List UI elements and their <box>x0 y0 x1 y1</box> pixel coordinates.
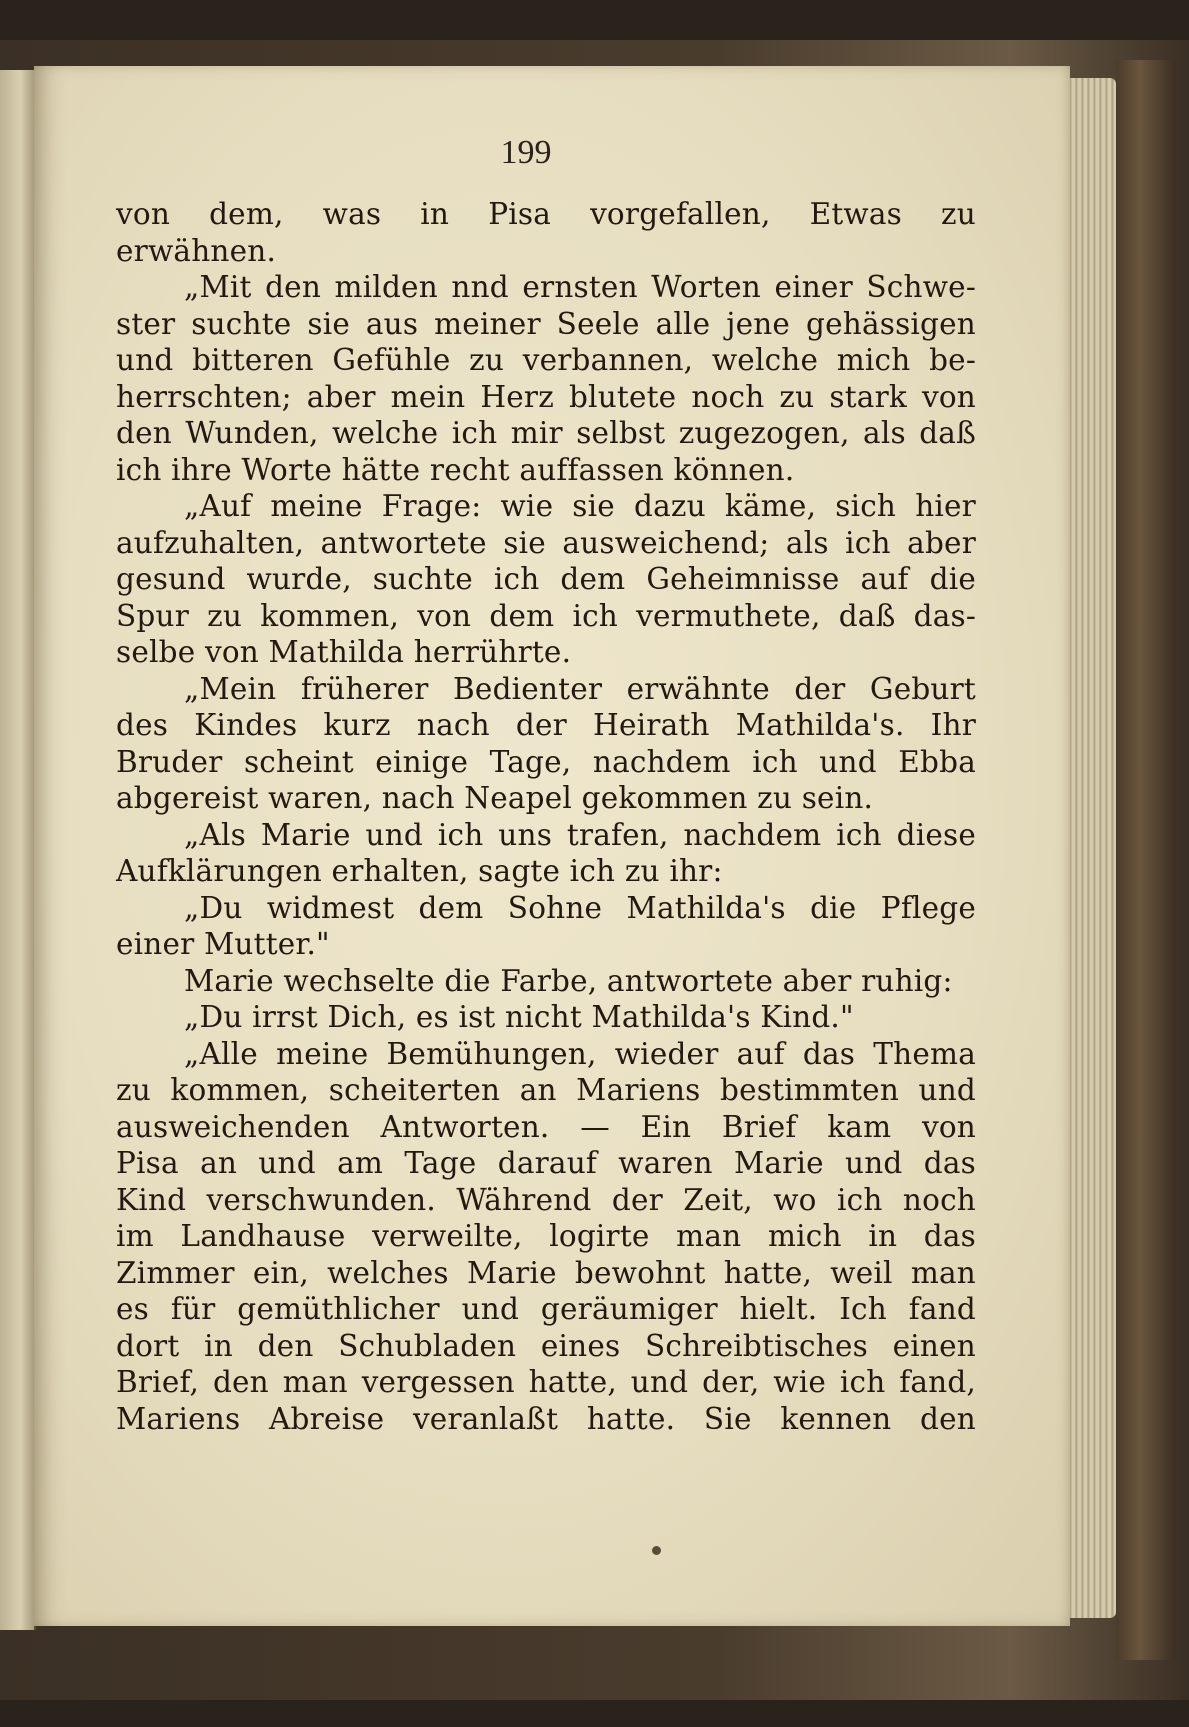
text-line: ster suchte sie aus meiner Seele alle jene gehässigen <box>116 306 976 341</box>
text-line: Bruder scheint einige Tage, nachdem ich und Ebba <box>116 744 976 779</box>
text-line: gesund wurde, suchte ich dem Geheimnisse auf die <box>116 562 976 596</box>
text-line: Marie wechselte die Farbe, antwortete aber ruhig: <box>184 963 953 998</box>
text-line: Mariens Abreise veranlaßt hatte. Sie kennen den <box>116 1401 976 1436</box>
text-line: abgereist waren, nach Neapel gekommen zu sein. <box>116 781 874 815</box>
text-line: aufzuhalten, antwortete sie ausweichend; als ich aber <box>116 525 976 560</box>
text-line: erwähnen. <box>116 233 277 268</box>
text-line: dort in den Schubladen eines Schreibtisches einen <box>116 1328 976 1363</box>
text-line: „Auf meine Frage: wie sie dazu käme, sich hier <box>184 489 976 523</box>
text-line: zu kommen, scheiterten an Mariens bestimmten und <box>116 1073 976 1107</box>
text-line: einer Mutter." <box>116 927 330 961</box>
text-line: Aufklärungen erhalten, sagte ich zu ihr: <box>116 854 723 888</box>
text-line: „Mein früherer Bedienter erwähnte der Geburt <box>184 671 976 706</box>
text-line: es für gemüthlicher und geräumiger hielt. Ich fand <box>116 1292 976 1326</box>
ink-dot <box>652 1546 661 1555</box>
book-page <box>34 66 1070 1626</box>
text-line: „Alle meine Bemühungen, wieder auf das Thema <box>184 1036 976 1071</box>
text-line: und bitteren Gefühle zu verbannen, welche mich be- <box>116 343 976 377</box>
text-line: Kind verschwunden. Während der Zeit, wo ich noch <box>116 1182 976 1217</box>
page-number: 199 <box>500 134 552 171</box>
left-page-edge <box>0 70 36 1630</box>
text-line: selbe von Mathilda herrührte. <box>116 635 572 669</box>
text-line: Pisa an und am Tage darauf waren Marie und das <box>116 1146 976 1180</box>
text-line: Spur zu kommen, von dem ich vermuthete, daß das- <box>116 598 976 633</box>
text-line: ich ihre Worte hätte recht auffassen können. <box>116 452 795 487</box>
text-line: „Als Marie und ich uns trafen, nachdem ich diese <box>184 817 976 852</box>
page-text <box>116 196 976 1437</box>
text-line: im Landhause verweilte, logirte man mich in das <box>116 1219 976 1253</box>
text-line: „Du irrst Dich, es ist nicht Mathilda's Kind." <box>184 1000 854 1034</box>
text-line: ausweichenden Antworten. — Ein Brief kam von <box>116 1109 976 1144</box>
text-line: des Kindes kurz nach der Heirath Mathilda's. Ihr <box>116 708 976 742</box>
text-line: „Du widmest dem Sohne Mathilda's die Pflege <box>184 890 976 925</box>
text-line: „Mit den milden nnd ernsten Worten einer Schwe- <box>184 270 976 304</box>
text-line: Zimmer ein, welches Marie bewohnt hatte, weil man <box>116 1255 976 1290</box>
text-line: herrschten; aber mein Herz blutete noch zu stark von <box>116 379 976 414</box>
text-line: von dem, was in Pisa vorgefallen, Etwas zu <box>116 197 976 231</box>
book-spine <box>1116 60 1176 1660</box>
text-line: Brief, den man vergessen hatte, und der, wie ich fand, <box>116 1365 976 1399</box>
text-line: den Wunden, welche ich mir selbst zugezogen, als daß <box>116 416 976 450</box>
